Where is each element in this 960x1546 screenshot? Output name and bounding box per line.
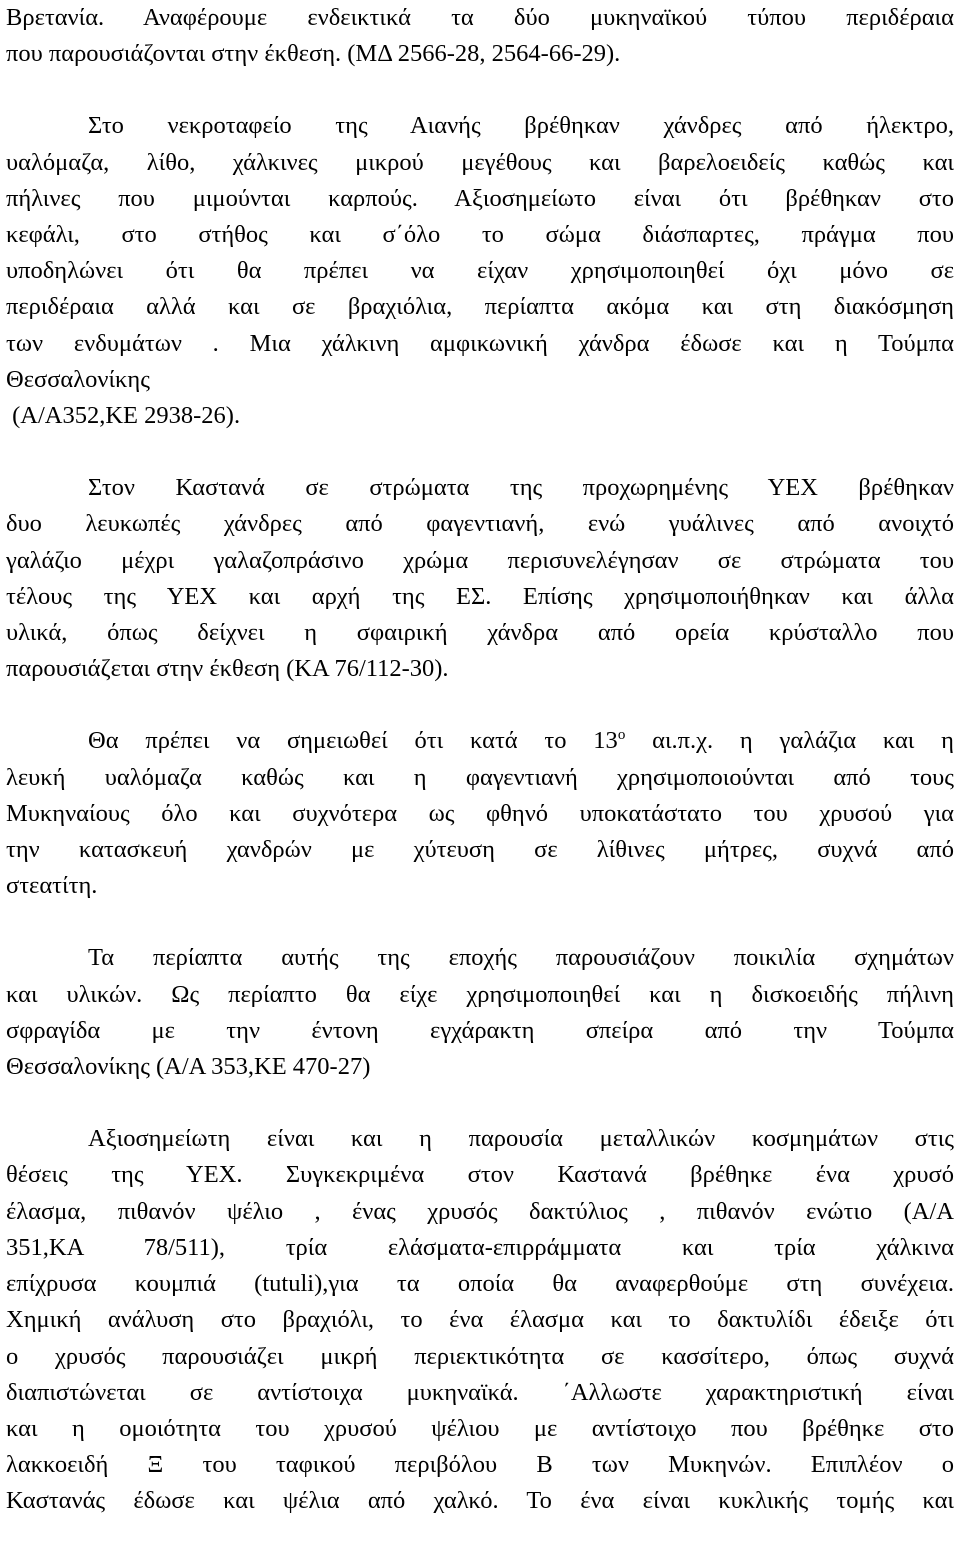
text-line: υποδηλώνει ότι θα πρέπει να είχαν χρησιμοποιηθεί όχι μόνο σε bbox=[6, 257, 954, 285]
text-line: (Α/Α352,ΚΕ 2938-26). bbox=[6, 402, 241, 430]
text-line: γαλάζιο μέχρι γαλαζοπράσινο χρώμα περισυνελέγησαν σε στρώματα του bbox=[6, 546, 954, 574]
text-fragment: αι.π.χ. η γαλάζια και η bbox=[625, 727, 954, 755]
text-line: Θεσσαλονίκης (Α/Α 353,ΚΕ 470-27) bbox=[6, 1053, 371, 1081]
paragraph-aiani-cemetery bbox=[6, 108, 954, 434]
text-line: Βρετανία. Αναφέρουμε ενδεικτικά τα δύο μυκηναϊκού τύπου περιδέραια bbox=[6, 4, 954, 31]
text-line: πήλινες που μιμούνται καρπούς. Αξιοσημείωτο είναι ότι βρέθηκαν στο bbox=[6, 184, 954, 212]
text-line: Μυκηναίους όλο και συχνότερα ως φθηνό υποκατάστατο του χρυσού για bbox=[6, 799, 954, 827]
paragraph-metal-jewellery bbox=[6, 1121, 954, 1519]
paragraph-necklaces bbox=[6, 0, 954, 72]
text-line: παρουσιάζεται στην έκθεση (ΚΑ 76/112-30). bbox=[6, 655, 449, 683]
text-line: Στο νεκροταφείο της Αιανής βρέθηκαν χάνδρες από ήλεκτρο, bbox=[88, 112, 954, 140]
text-fragment: Θα πρέπει να σημειωθεί ότι κατά το 13 bbox=[88, 727, 618, 755]
text-line: Αξιοσημείωτη είναι και η παρουσία μεταλλικών κοσμημάτων στις bbox=[88, 1125, 954, 1153]
text-line: κεφάλι, στο στήθος και σ΄όλο το σώμα διάσπαρτες, πράγμα που bbox=[6, 221, 954, 249]
text-line: ο χρυσός παρουσιάζει μικρή περιεκτικότητα σε κασσίτερο, όπως συχνά bbox=[6, 1342, 954, 1370]
text-line: και η ομοιότητα του χρυσού ψέλιου με αντίστοιχο που βρέθηκε στο bbox=[6, 1414, 954, 1442]
text-line: περιδέραια αλλά και σε βραχιόλια, περίαπτα ακόμα και στη διακόσμηση bbox=[6, 293, 954, 321]
text-line: υαλόμαζα, λίθο, χάλκινες μικρού μεγέθους και βαρελοειδείς καθώς και bbox=[6, 148, 954, 176]
text-line: έλασμα, πιθανόν ψέλιο , ένας χρυσός δακτύλιος , πιθανόν ενώτιο (Α/Α bbox=[6, 1197, 954, 1225]
text-line: υλικά, όπως δείχνει η σφαιρική χάνδρα από ορεία κρύσταλλο που bbox=[6, 619, 954, 647]
text-line: Στον Καστανά σε στρώματα της προχωρημένης ΥΕΧ βρέθηκαν bbox=[88, 474, 954, 502]
text-line: Χημική ανάλυση στο βραχιόλι, το ένα έλασμα και το δακτυλίδι έδειξε ότι bbox=[6, 1306, 954, 1334]
text-line: τέλους της ΥΕΧ και αρχή της ΕΣ. Επίσης χρησιμοποιήθηκαν και άλλα bbox=[6, 582, 954, 610]
text-line: επίχρυσα κουμπιά (tutuli),για τα οποία θα αναφερθούμε στη συνέχεια. bbox=[6, 1270, 954, 1298]
text-line: λευκή υαλόμαζα καθώς και η φαγεντιανή χρησιμοποιούνται από τους bbox=[6, 763, 954, 791]
text-line: θέσεις της ΥΕΧ. Συγκεκριμένα στον Καστανά βρέθηκε ένα χρυσό bbox=[6, 1161, 954, 1189]
text-line: Τα περίαπτα αυτής της εποχής παρουσιάζουν ποικιλία σχημάτων bbox=[88, 944, 954, 972]
text-line-with-superscript bbox=[6, 723, 954, 759]
text-line: την κατασκευή χανδρών με χύτευση σε λίθινες μήτρες, συχνά από bbox=[6, 836, 954, 864]
text-line: στεατίτη. bbox=[6, 872, 98, 900]
text-line: διαπιστώνεται σε αντίστοιχα μυκηναϊκά. ΄Αλλωστε χαρακτηριστική είναι bbox=[6, 1378, 954, 1406]
text-line: Θεσσαλονίκης bbox=[6, 365, 150, 393]
text-line: των ενδυμάτων . Μια χάλκινη αμφικωνική χάνδρα έδωσε και η Τούμπα bbox=[6, 329, 954, 357]
text-line: λακκοειδή Ξ του ταφικού περιβόλου Β των Μυκηνών. Επιπλέον ο bbox=[6, 1451, 954, 1479]
superscript-ordinal: ο bbox=[617, 727, 626, 744]
text-line: Καστανάς έδωσε και ψέλια από χαλκό. Το ένα είναι κυκλικής τομής και bbox=[6, 1487, 954, 1515]
text-line: και υλικών. Ως περίαπτο θα είχε χρησιμοποιηθεί και η δισκοειδής πήλινη bbox=[6, 980, 954, 1008]
text-line: που παρουσιάζονται στην έκθεση. (ΜΔ 2566-28, 2564-66-29). bbox=[6, 40, 621, 68]
text-line: 351,ΚΑ 78/511), τρία ελάσματα-επιρράμματα και τρία χάλκινα bbox=[6, 1233, 954, 1261]
paragraph-kastanas-beads bbox=[6, 470, 954, 687]
paragraph-13th-century bbox=[6, 723, 954, 904]
text-line: σφραγίδα με την έντονη εγχάρακτη σπείρα από την Τούμπα bbox=[6, 1016, 954, 1044]
paragraph-pendants bbox=[6, 940, 954, 1085]
text-line: δυο λευκωπές χάνδρες από φαγεντιανή, ενώ γυάλινες από ανοιχτό bbox=[6, 510, 954, 538]
